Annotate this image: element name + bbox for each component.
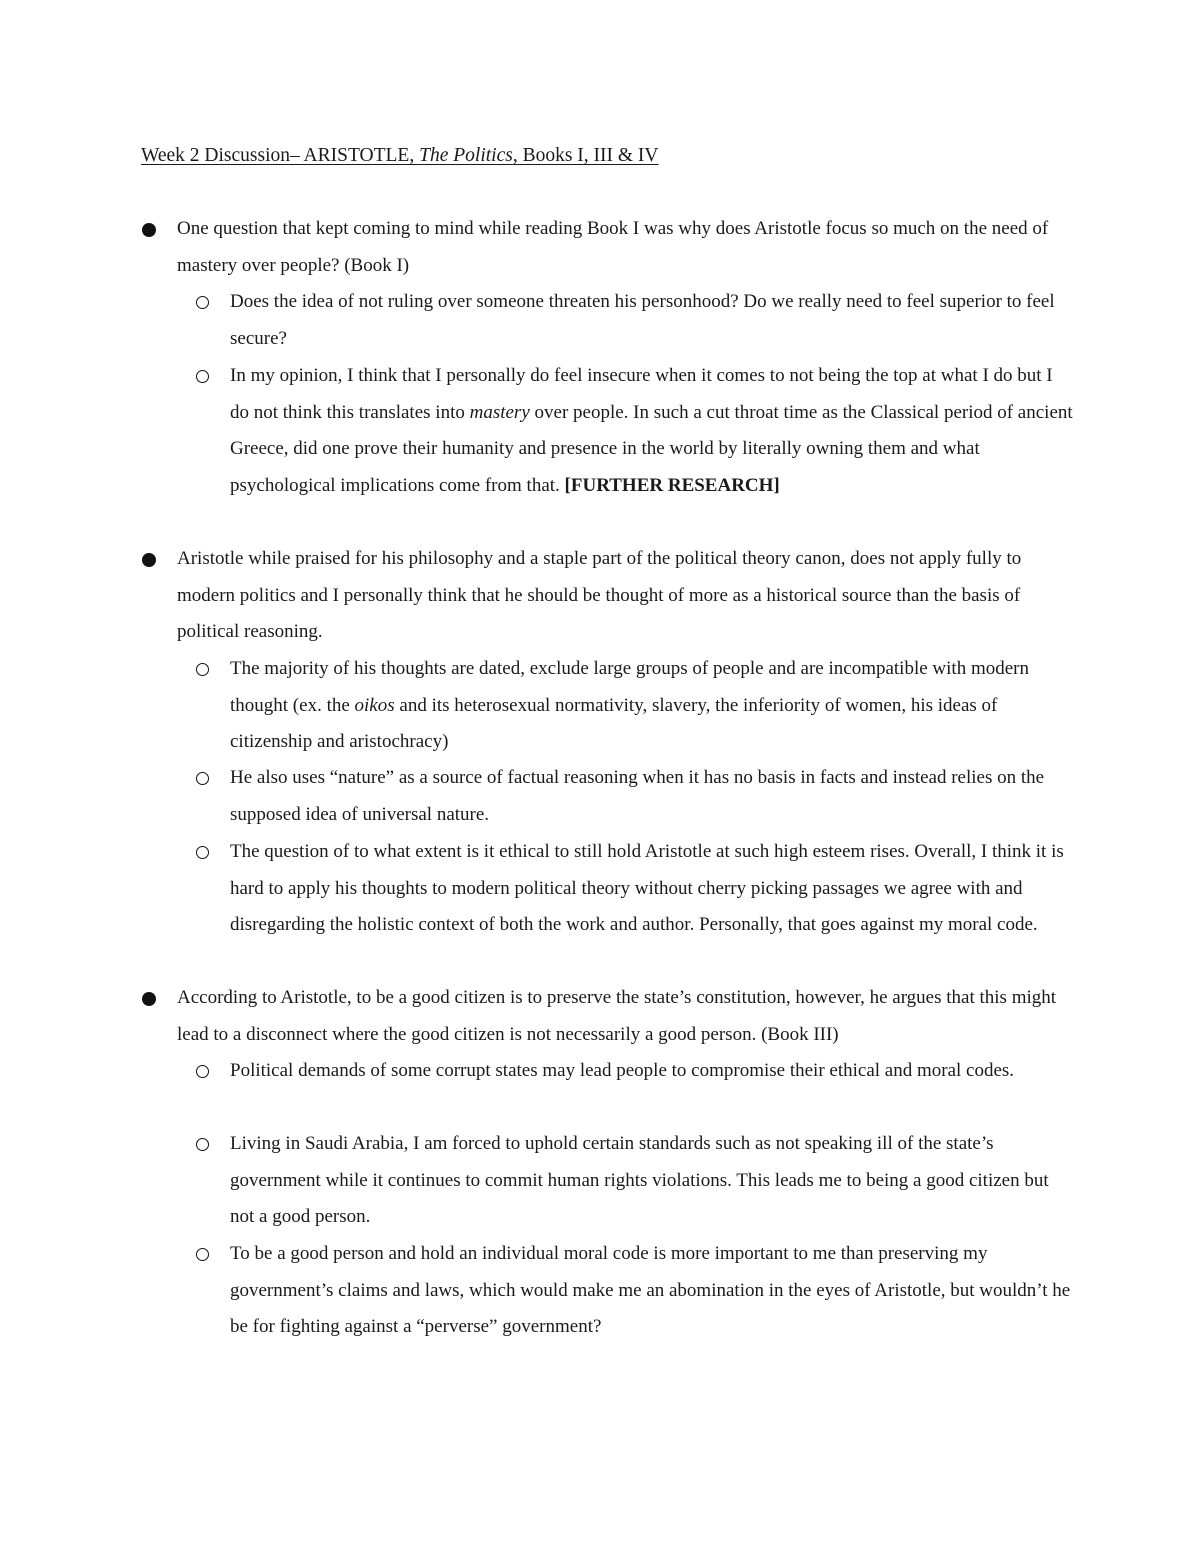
list-item [177,980,1077,1053]
sub-list-item [230,1126,1075,1236]
text-segment: Aristotle while praised for his philosophy and a staple part of the political theory canon, does not apply fully to modern politics and I personally think that he should be thought of more as a historical source than the basis of political reasoning. [177,548,1022,643]
text-segment: and its heterosexual normativity, slavery, the inferiority of women, his ideas of citizenship and aristochracy) [230,694,998,753]
text-segment: over people. In such a cut throat time as the Classical period of ancient Greece, did one prove their humanity and presence in the world by literally owning them and what psychological implications come from that. [230,401,1073,496]
bullet-circle-icon [196,1138,209,1151]
text-segment: One question that kept coming to mind while reading Book I was why does Aristotle focus so much on the need of mastery over people? (Book I) [177,218,1049,276]
text-segment: [FURTHER RESEARCH] [564,474,780,496]
text-segment: oikos [354,694,395,716]
text-segment: Does the idea of not ruling over someone threaten his personhood? Do we really need to feel superior to feel secure? [230,291,1055,349]
text-segment: The question of to what extent is it ethical to still hold Aristotle at such high esteem rises. Overall, I think it is hard to apply his thoughts to modern political theory without cherry picking passages we agree with and disregarding the holistic context of both the work and author. Personally, that goes against my moral code. [230,841,1064,936]
sub-list-item [230,1236,1075,1346]
sub-list-item [230,834,1075,944]
bullet-circle-icon [196,1065,209,1078]
text-segment: According to Aristotle, to be a good citizen is to preserve the state’s constitution, however, he argues that this might lead to a disconnect where the good citizen is not necessarily a good person. (Book III) [177,987,1057,1045]
text-segment: To be a good person and hold an individual moral code is more important to me than preserving my government’s claims and laws, which would make me an abomination in the eyes of Aristotle, but wouldn’t he be for fighting against a “perverse” government? [230,1243,1071,1338]
sub-list-item [230,651,1075,761]
text-segment: mastery [469,401,530,423]
bullet-circle-icon [196,846,209,859]
list-item [177,541,1077,651]
title-suffix: , Books I, III & IV [512,145,659,166]
list-item [177,211,1077,284]
text-segment: Living in Saudi Arabia, I am forced to uphold certain standards such as not speaking ill of the state’s government while it continues to commit human rights violations. This leads me to being a good citizen but not a good person. [230,1133,1049,1228]
sub-list-item [230,1053,1075,1090]
bullet-circle-icon [196,1248,209,1261]
title-italic: The Politics [419,145,513,166]
text-segment: He also uses “nature” as a source of factual reasoning when it has no basis in facts and instead relies on the supposed idea of universal nature. [230,767,1045,825]
sub-list-item [230,284,1075,357]
text-segment: Political demands of some corrupt states may lead people to compromise their ethical and moral codes. [230,1060,1015,1081]
page-title [141,142,659,170]
bullet-circle-icon [196,296,209,309]
bullet-circle-icon [196,370,209,383]
bullet-disc-icon [142,553,156,567]
bullet-disc-icon [142,992,156,1006]
text-segment: The majority of his thoughts are dated, exclude large groups of people and are incompatible with modern thought (ex. the [230,658,1029,716]
bullet-circle-icon [196,663,209,676]
bullet-circle-icon [196,772,209,785]
text-segment: In my opinion, I think that I personally do feel insecure when it comes to not being the top at what I do but I do not think this translates into [230,365,1053,423]
sub-list-item [230,358,1075,504]
sub-list-item [230,760,1075,833]
title-prefix: Week 2 Discussion– ARISTOTLE, [141,145,420,166]
bullet-disc-icon [142,223,156,237]
